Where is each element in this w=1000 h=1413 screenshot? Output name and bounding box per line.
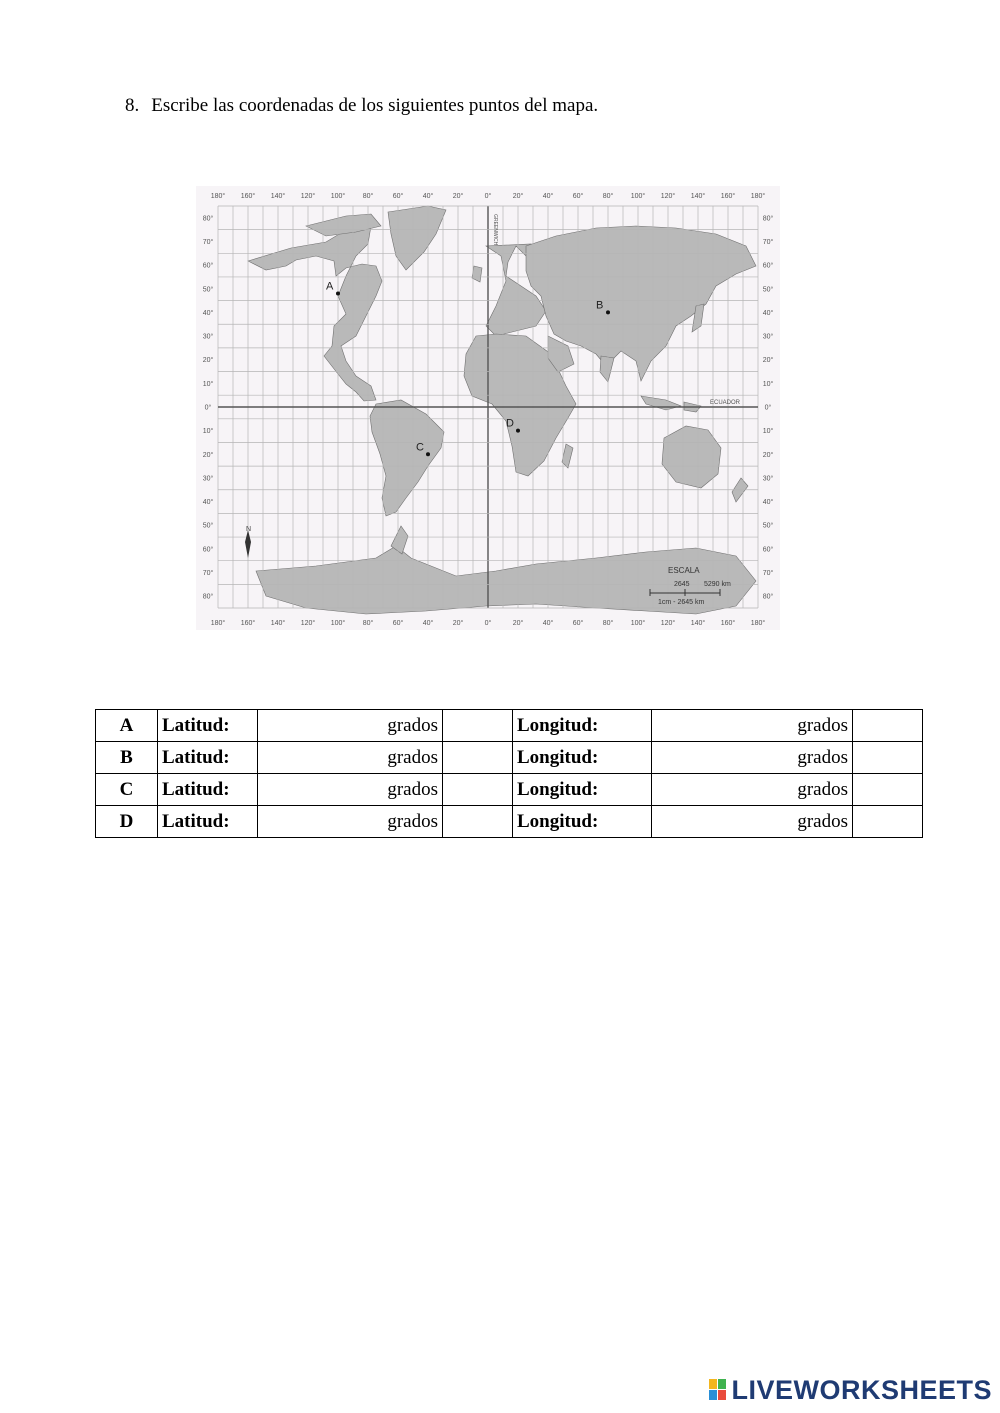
longitude-label-top: 160° bbox=[240, 193, 256, 200]
question-text bbox=[125, 95, 598, 117]
longitude-label-top: 40° bbox=[422, 193, 434, 200]
point-marker-a bbox=[336, 291, 340, 295]
longitude-label-bottom: 100° bbox=[330, 620, 346, 627]
longitude-label-top: 180° bbox=[210, 193, 226, 200]
longitude-label-top: 140° bbox=[270, 193, 286, 200]
latitude-label: Latitud: bbox=[158, 806, 258, 838]
longitude-label-bottom: 100° bbox=[630, 620, 646, 627]
scale-note: 1cm - 2645 km bbox=[658, 599, 705, 606]
latitude-label-left: 50° bbox=[202, 286, 214, 294]
longitude-label-bottom: 140° bbox=[690, 620, 706, 627]
liveworksheets-logo bbox=[709, 1373, 992, 1407]
latitude-label-left: 30° bbox=[202, 333, 214, 341]
latitude-label-right: 10° bbox=[762, 428, 774, 436]
point-letter: A bbox=[96, 710, 158, 742]
longitude-label-bottom: 80° bbox=[362, 620, 374, 627]
latitude-label-left: 10° bbox=[202, 428, 214, 436]
latitude-label-left: 60° bbox=[202, 262, 214, 270]
longitude-label: Longitud: bbox=[513, 710, 652, 742]
scale-tick-1: 2645 bbox=[674, 581, 690, 588]
longitude-label-bottom: 180° bbox=[210, 620, 226, 627]
longitude-unit: grados bbox=[652, 806, 853, 838]
greenwich-label: GREENWICH bbox=[492, 214, 498, 246]
point-marker-b bbox=[606, 310, 610, 314]
latitude-label-right: 50° bbox=[762, 286, 774, 294]
point-letter: D bbox=[96, 806, 158, 838]
longitude-label: Longitud: bbox=[513, 774, 652, 806]
point-letter: C bbox=[96, 774, 158, 806]
longitude-label-top: 100° bbox=[630, 193, 646, 200]
point-label-a: A bbox=[326, 280, 334, 293]
latitude-answer-field[interactable] bbox=[443, 710, 513, 742]
question-number: 8. bbox=[125, 95, 140, 116]
longitude-label-bottom: 160° bbox=[720, 620, 736, 627]
longitude-label-bottom: 0° bbox=[484, 620, 492, 627]
longitude-label-bottom: 120° bbox=[660, 620, 676, 627]
latitude-label-right: 40° bbox=[762, 309, 774, 317]
longitude-label-top: 60° bbox=[392, 193, 404, 200]
longitude-label-top: 20° bbox=[512, 193, 524, 200]
latitude-label-left: 80° bbox=[202, 215, 214, 223]
latitude-label-right: 80° bbox=[762, 215, 774, 223]
longitude-label-bottom: 60° bbox=[392, 620, 404, 627]
longitude-answer-field[interactable] bbox=[853, 742, 923, 774]
latitude-label-right: 20° bbox=[762, 357, 774, 365]
point-label-b: B bbox=[596, 299, 604, 312]
point-marker-c bbox=[426, 452, 430, 456]
latitude-label: Latitud: bbox=[158, 710, 258, 742]
latitude-label: Latitud: bbox=[158, 774, 258, 806]
latitude-unit: grados bbox=[258, 774, 443, 806]
latitude-label: Latitud: bbox=[158, 742, 258, 774]
latitude-label-left: 0° bbox=[204, 404, 212, 412]
longitude-label-bottom: 60° bbox=[572, 620, 584, 627]
longitude-answer-field[interactable] bbox=[853, 774, 923, 806]
longitude-unit: grados bbox=[652, 742, 853, 774]
longitude-answer-field[interactable] bbox=[853, 806, 923, 838]
latitude-answer-field[interactable] bbox=[443, 742, 513, 774]
table-row bbox=[96, 742, 923, 774]
latitude-label-left: 80° bbox=[202, 593, 214, 601]
latitude-unit: grados bbox=[258, 710, 443, 742]
latitude-label-left: 10° bbox=[202, 380, 214, 388]
longitude-unit: grados bbox=[652, 710, 853, 742]
latitude-unit: grados bbox=[258, 742, 443, 774]
question-prompt: Escribe las coordenadas de los siguientes puntos del mapa. bbox=[151, 95, 599, 116]
latitude-label-left: 30° bbox=[202, 475, 214, 483]
longitude-label-top: 180° bbox=[750, 193, 766, 200]
world-map bbox=[196, 186, 780, 630]
latitude-label-left: 50° bbox=[202, 522, 214, 530]
longitude-label-bottom: 180° bbox=[750, 620, 766, 627]
longitude-label-bottom: 20° bbox=[512, 620, 524, 627]
longitude-label-top: 20° bbox=[452, 193, 464, 200]
latitude-label-right: 50° bbox=[762, 522, 774, 530]
scale-title: ESCALA bbox=[668, 566, 700, 575]
longitude-unit: grados bbox=[652, 774, 853, 806]
longitude-label-top: 0° bbox=[484, 193, 492, 200]
svg-text:N: N bbox=[246, 526, 252, 533]
longitude-label-top: 120° bbox=[660, 193, 676, 200]
latitude-label-right: 60° bbox=[762, 262, 774, 270]
scale-tick-2: 5290 km bbox=[704, 581, 731, 588]
table-row bbox=[96, 774, 923, 806]
latitude-label-left: 40° bbox=[202, 309, 214, 317]
logo-icon bbox=[709, 1379, 727, 1401]
equator-label: ECUADOR bbox=[709, 400, 741, 406]
table-row bbox=[96, 710, 923, 742]
latitude-label-left: 20° bbox=[202, 451, 214, 459]
longitude-label-bottom: 120° bbox=[300, 620, 316, 627]
latitude-label-left: 20° bbox=[202, 357, 214, 365]
latitude-label-right: 40° bbox=[762, 499, 774, 507]
latitude-label-right: 10° bbox=[762, 380, 774, 388]
longitude-label: Longitud: bbox=[513, 806, 652, 838]
latitude-answer-field[interactable] bbox=[443, 806, 513, 838]
point-label-c: C bbox=[416, 441, 424, 454]
table-row bbox=[96, 806, 923, 838]
latitude-answer-field[interactable] bbox=[443, 774, 513, 806]
longitude-label-bottom: 160° bbox=[240, 620, 256, 627]
latitude-label-right: 70° bbox=[762, 570, 774, 578]
longitude-label-bottom: 80° bbox=[602, 620, 614, 627]
longitude-label: Longitud: bbox=[513, 742, 652, 774]
latitude-label-left: 70° bbox=[202, 238, 214, 246]
longitude-label-top: 60° bbox=[572, 193, 584, 200]
point-letter: B bbox=[96, 742, 158, 774]
longitude-answer-field[interactable] bbox=[853, 710, 923, 742]
brand-name: LIVEWORKSHEETS bbox=[731, 1374, 992, 1405]
latitude-label-right: 70° bbox=[762, 238, 774, 246]
point-marker-d bbox=[516, 429, 520, 433]
longitude-label-bottom: 140° bbox=[270, 620, 286, 627]
latitude-label-left: 70° bbox=[202, 570, 214, 578]
longitude-label-top: 40° bbox=[542, 193, 554, 200]
longitude-label-top: 80° bbox=[602, 193, 614, 200]
longitude-label-bottom: 40° bbox=[422, 620, 434, 627]
longitude-label-top: 100° bbox=[330, 193, 346, 200]
longitude-label-top: 120° bbox=[300, 193, 316, 200]
latitude-label-right: 80° bbox=[762, 593, 774, 601]
longitude-label-top: 80° bbox=[362, 193, 374, 200]
coordinates-table bbox=[95, 709, 923, 838]
longitude-label-top: 160° bbox=[720, 193, 736, 200]
latitude-label-right: 20° bbox=[762, 451, 774, 459]
latitude-label-right: 60° bbox=[762, 546, 774, 554]
latitude-label-right: 30° bbox=[762, 475, 774, 483]
latitude-label-right: 0° bbox=[764, 404, 772, 412]
latitude-label-left: 40° bbox=[202, 499, 214, 507]
longitude-label-bottom: 20° bbox=[452, 620, 464, 627]
point-label-d: D bbox=[506, 417, 514, 430]
latitude-label-right: 30° bbox=[762, 333, 774, 341]
latitude-label-left: 60° bbox=[202, 546, 214, 554]
longitude-label-bottom: 40° bbox=[542, 620, 554, 627]
latitude-unit: grados bbox=[258, 806, 443, 838]
longitude-label-top: 140° bbox=[690, 193, 706, 200]
